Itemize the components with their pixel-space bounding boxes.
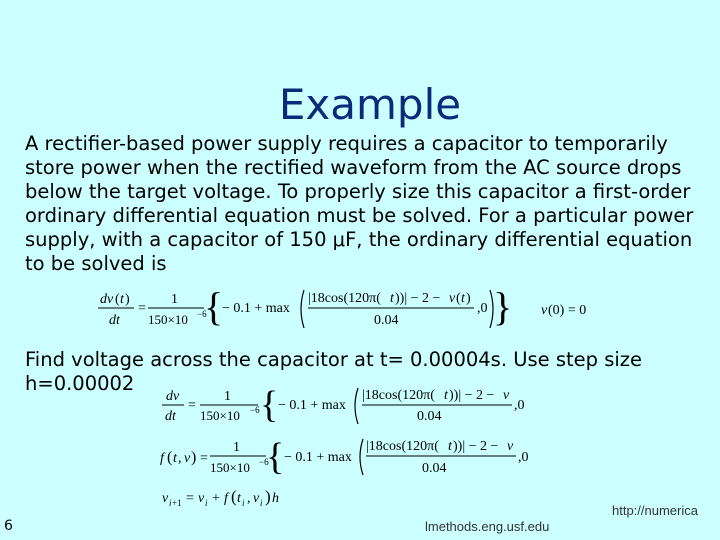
svg-text:{: { — [260, 384, 279, 426]
svg-text:=: = — [188, 398, 196, 413]
svg-text:(: ( — [456, 291, 461, 306]
svg-text:v: v — [253, 491, 260, 506]
svg-text:−6: −6 — [259, 457, 269, 467]
f-definition-equation — [160, 432, 530, 487]
svg-text:1: 1 — [224, 389, 231, 404]
svg-text:1: 1 — [233, 440, 240, 455]
svg-text:v: v — [541, 303, 548, 318]
svg-text:f: f — [160, 451, 164, 466]
svg-text:,: , — [247, 491, 251, 506]
svg-text:i: i — [205, 498, 208, 508]
svg-text:0.04: 0.04 — [374, 313, 399, 328]
svg-text:): ) — [125, 292, 130, 307]
svg-text:v: v — [198, 491, 205, 506]
svg-text:t: t — [173, 451, 177, 466]
svg-text:(: ( — [115, 292, 120, 307]
svg-text:=: = — [200, 451, 208, 466]
svg-text:t: t — [448, 439, 452, 454]
slide-title: Example — [278, 80, 462, 129]
svg-text:+1: +1 — [172, 498, 182, 508]
svg-text:0.04: 0.04 — [422, 461, 447, 476]
svg-text:i: i — [242, 498, 245, 508]
svg-text:0.04: 0.04 — [417, 409, 442, 424]
footer-url-line1[interactable]: http://numerica — [612, 503, 698, 518]
svg-text:dt: dt — [165, 409, 176, 424]
svg-text:−6: −6 — [197, 309, 207, 319]
svg-text:1: 1 — [171, 292, 178, 307]
ode-simplified-equation — [162, 382, 532, 435]
svg-text:dt: dt — [109, 313, 120, 328]
svg-text:+: + — [212, 491, 220, 506]
svg-text:t: t — [444, 388, 448, 403]
svg-text:150×10: 150×10 — [210, 460, 250, 475]
svg-text:− 0.1 + max: − 0.1 + max — [278, 398, 346, 413]
svg-text:−6: −6 — [250, 405, 260, 415]
euler-step-equation — [162, 482, 312, 515]
task-statement: Find voltage across the capacitor at t= 0.00004s. Use step size h=0.00002 — [25, 348, 643, 395]
svg-text:|18cos(120π(: |18cos(120π( — [362, 388, 435, 403]
svg-text:i: i — [169, 498, 172, 508]
svg-text:v: v — [503, 388, 510, 403]
slide-number: 6 — [4, 518, 13, 534]
svg-text:(: ( — [167, 449, 173, 466]
svg-text:v: v — [162, 491, 169, 506]
svg-text:=: = — [186, 491, 194, 506]
svg-text:t: t — [461, 291, 465, 306]
svg-text:f: f — [224, 491, 228, 506]
svg-text:− 0.1 + max: − 0.1 + max — [284, 450, 352, 465]
svg-text:v: v — [507, 439, 514, 454]
svg-text:): ) — [191, 449, 197, 466]
svg-text:− 0.1 + max: − 0.1 + max — [222, 301, 290, 316]
svg-text:v: v — [449, 291, 456, 306]
svg-text:,0: ,0 — [518, 450, 529, 465]
svg-text:t: t — [390, 291, 394, 306]
problem-statement: A rectifier-based power supply requires a capacitor to temporarily store power when the rectified waveform from the AC source drops below the target voltage. To properly size this capacitor a first-order ordinary differential equation must be solved. For a particular power supply, with a capacitor of 150 μF, the ordinary differential equation to be solved is — [25, 132, 694, 275]
svg-text:v: v — [184, 451, 191, 466]
svg-text:): ) — [466, 291, 471, 306]
svg-text:dv: dv — [100, 292, 114, 307]
svg-text:,0: ,0 — [477, 301, 488, 316]
svg-text:,0: ,0 — [514, 398, 525, 413]
svg-text:=: = — [138, 301, 146, 316]
svg-text:(: ( — [231, 487, 237, 506]
svg-text:t: t — [237, 491, 241, 506]
svg-text:150×10: 150×10 — [200, 408, 240, 423]
svg-text:h: h — [272, 491, 279, 506]
svg-text:dv: dv — [166, 389, 180, 404]
svg-text:(0) = 0: (0) = 0 — [548, 303, 587, 318]
svg-text:): ) — [265, 487, 271, 506]
svg-text:i: i — [260, 498, 263, 508]
svg-text:{: { — [204, 284, 224, 329]
svg-text:))| − 2 −: ))| − 2 − — [453, 439, 499, 454]
svg-text:t: t — [120, 292, 124, 307]
svg-text:}: } — [493, 284, 513, 329]
svg-text:|18cos(120π(: |18cos(120π( — [308, 291, 381, 306]
ode-equation — [98, 284, 608, 339]
svg-text:|18cos(120π(: |18cos(120π( — [366, 439, 439, 454]
svg-text:150×10: 150×10 — [148, 312, 188, 327]
footer-url-line2[interactable]: lmethods.eng.usf.edu — [425, 519, 550, 534]
svg-text:))| − 2 −: ))| − 2 − — [449, 388, 495, 403]
svg-text:,: , — [178, 451, 182, 466]
svg-text:))| − 2 −: ))| − 2 − — [395, 291, 441, 306]
svg-text:{: { — [266, 436, 285, 478]
